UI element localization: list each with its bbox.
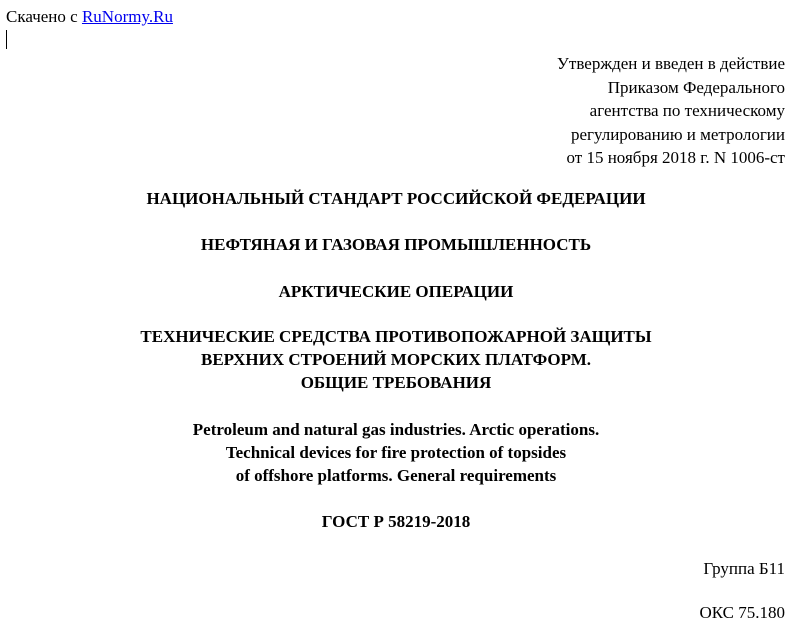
title-ru-line: ВЕРХНИХ СТРОЕНИЙ МОРСКИХ ПЛАТФОРМ. xyxy=(200,350,592,369)
title-ru-line: ТЕХНИЧЕСКИЕ СРЕДСТВА ПРОТИВОПОЖАРНОЙ ЗАЩИТЫ xyxy=(140,327,652,346)
source-prefix: Скачено с xyxy=(6,7,82,26)
operations-text: АРКТИЧЕСКИЕ ОПЕРАЦИИ xyxy=(278,282,514,301)
industry-text: НЕФТЯНАЯ И ГАЗОВАЯ ПРОМЫШЛЕННОСТЬ xyxy=(200,235,592,254)
group-label: Группа Б11 xyxy=(703,559,785,578)
approval-line: Приказом Федерального xyxy=(607,77,785,97)
oks-label: ОКС 75.180 xyxy=(699,603,785,622)
title-ru xyxy=(0,325,792,394)
title-en-line: of offshore platforms. General requirements xyxy=(235,466,557,485)
title-en-line: Petroleum and natural gas industries. Arctic operations. xyxy=(192,420,600,439)
standard-type xyxy=(0,187,792,210)
designation xyxy=(0,510,792,533)
designation-text: ГОСТ Р 58219-2018 xyxy=(321,512,471,531)
approval-line: от 15 ноября 2018 г. N 1006-ст xyxy=(566,148,785,167)
approval-block xyxy=(557,52,785,170)
title-ru-line: ОБЩИЕ ТРЕБОВАНИЯ xyxy=(300,373,492,392)
approval-line: Утвержден и введен в действие xyxy=(556,54,785,73)
text-cursor xyxy=(6,30,7,49)
source-link[interactable]: RuNormy.Ru xyxy=(81,7,173,26)
title-en xyxy=(0,418,792,487)
standard-type-text: НАЦИОНАЛЬНЫЙ СТАНДАРТ РОССИЙСКОЙ ФЕДЕРАЦИИ xyxy=(146,189,646,208)
source-line xyxy=(6,7,173,27)
operations-heading xyxy=(0,280,792,303)
approval-line: агентства по техническому xyxy=(589,101,785,120)
approval-line: регулированию и метрологии xyxy=(570,124,785,144)
title-en-line: Technical devices for fire protection of topsides xyxy=(225,443,567,462)
industry-heading xyxy=(0,233,792,256)
